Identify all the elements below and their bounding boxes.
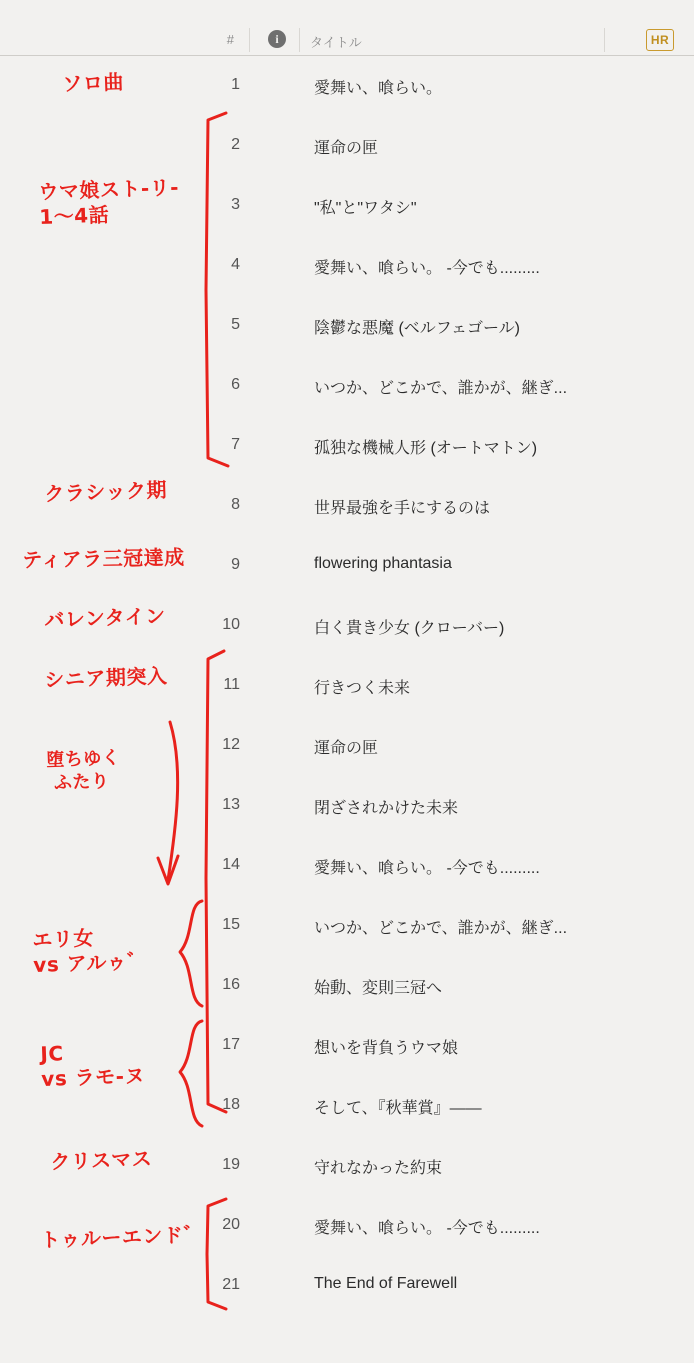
track-list-header [0, 24, 694, 56]
track-number: 11 [223, 676, 240, 693]
track-number: 15 [222, 916, 240, 933]
track-title: The End of Farewell [314, 1275, 458, 1292]
track-title: 世界最強を手にするのは [314, 500, 491, 517]
track-number: 4 [231, 256, 240, 273]
column-divider [249, 28, 250, 52]
table-row[interactable] [0, 716, 694, 776]
table-row[interactable] [0, 956, 694, 1016]
track-title: 運命の匣 [314, 740, 379, 757]
table-row[interactable] [0, 296, 694, 356]
table-row[interactable] [0, 596, 694, 656]
track-number: 18 [222, 1096, 240, 1113]
annotation-valentine: バレンタイン [44, 603, 167, 632]
annotation-christmas: クリスマス [50, 1146, 153, 1174]
track-title: 愛舞い、喰らい。 -今でも......... [314, 1220, 540, 1237]
track-number: 10 [222, 616, 240, 633]
info-icon[interactable]: i [268, 30, 286, 48]
track-number: 2 [231, 136, 240, 153]
table-row[interactable] [0, 536, 694, 596]
track-title: いつか、どこかで、誰かが、継ぎ... [314, 920, 568, 937]
track-title: 守れなかった約束 [314, 1160, 443, 1177]
track-title: 閉ざされかけた未来 [314, 800, 459, 817]
track-number: 16 [222, 976, 240, 993]
table-row[interactable] [0, 656, 694, 716]
track-title: 孤独な機械人形 (オートマトン) [314, 440, 538, 457]
track-title: 愛舞い、喰らい。 [314, 80, 443, 97]
column-divider [299, 28, 300, 52]
track-list [0, 56, 694, 1316]
annotation-ochiyuku: 堕ちゆく ふたり [46, 747, 121, 794]
annotation-senior: シニア期突入 [44, 663, 168, 692]
track-title: 運命の匣 [314, 140, 379, 157]
annotation-classic: クラシック期 [44, 477, 168, 506]
track-number: 9 [231, 556, 240, 573]
hr-badge: HR [646, 29, 674, 51]
table-row[interactable] [0, 1256, 694, 1316]
table-row[interactable] [0, 1136, 694, 1196]
track-title: いつか、どこかで、誰かが、継ぎ... [314, 380, 568, 397]
track-title: 行きつく未来 [314, 680, 411, 697]
column-header-number[interactable]: # [226, 32, 234, 47]
column-divider [604, 28, 605, 52]
track-number: 3 [231, 196, 240, 213]
track-title: "私"と"ワタシ" [314, 200, 417, 217]
annotation-story: ウマ娘スト-リ- 1～4話 [38, 175, 180, 229]
table-row[interactable] [0, 476, 694, 536]
track-title: 始動、変則三冠へ [314, 980, 443, 997]
table-row[interactable] [0, 56, 694, 116]
track-title: 愛舞い、喰らい。 -今でも......... [314, 260, 540, 277]
track-number: 17 [222, 1036, 240, 1053]
track-number: 5 [231, 316, 240, 333]
track-number: 8 [231, 496, 240, 513]
table-row[interactable] [0, 1016, 694, 1076]
table-row[interactable] [0, 836, 694, 896]
table-row[interactable] [0, 416, 694, 476]
annotation-tiara: ティアラ三冠達成 [22, 545, 185, 572]
table-row[interactable] [0, 176, 694, 236]
table-row[interactable] [0, 1196, 694, 1256]
track-number: 6 [231, 376, 240, 393]
annotation-jc: JC vs ラモ-ヌ [40, 1041, 146, 1091]
track-number: 12 [222, 736, 240, 753]
track-number: 13 [222, 796, 240, 813]
table-row[interactable] [0, 356, 694, 416]
track-number: 1 [231, 76, 240, 93]
track-number: 21 [222, 1276, 240, 1293]
track-title: 想いを背負うウマ娘 [314, 1040, 459, 1057]
annotation-eri: エリ女 vs アルゥ゛ [32, 925, 148, 977]
track-title: 愛舞い、喰らい。 -今でも......... [314, 860, 540, 877]
track-title: そして、『秋華賞』—— [314, 1100, 482, 1117]
track-number: 7 [231, 436, 240, 453]
track-title: flowering phantasia [314, 555, 452, 572]
track-title: 陰鬱な悪魔 (ベルフェゴール) [314, 320, 520, 337]
track-title: 白く貴き少女 (クローバー) [314, 620, 505, 637]
table-row[interactable] [0, 896, 694, 956]
table-row[interactable] [0, 1076, 694, 1136]
column-header-title[interactable]: タイトル [310, 35, 362, 50]
track-number: 20 [222, 1216, 240, 1233]
annotation-solo: ソロ曲 [62, 69, 125, 96]
track-number: 19 [222, 1156, 240, 1173]
table-row[interactable] [0, 116, 694, 176]
track-number: 14 [222, 856, 240, 873]
annotation-trueend: トゥルーエンド゛ [40, 1222, 205, 1252]
table-row[interactable] [0, 776, 694, 836]
table-row[interactable] [0, 236, 694, 296]
